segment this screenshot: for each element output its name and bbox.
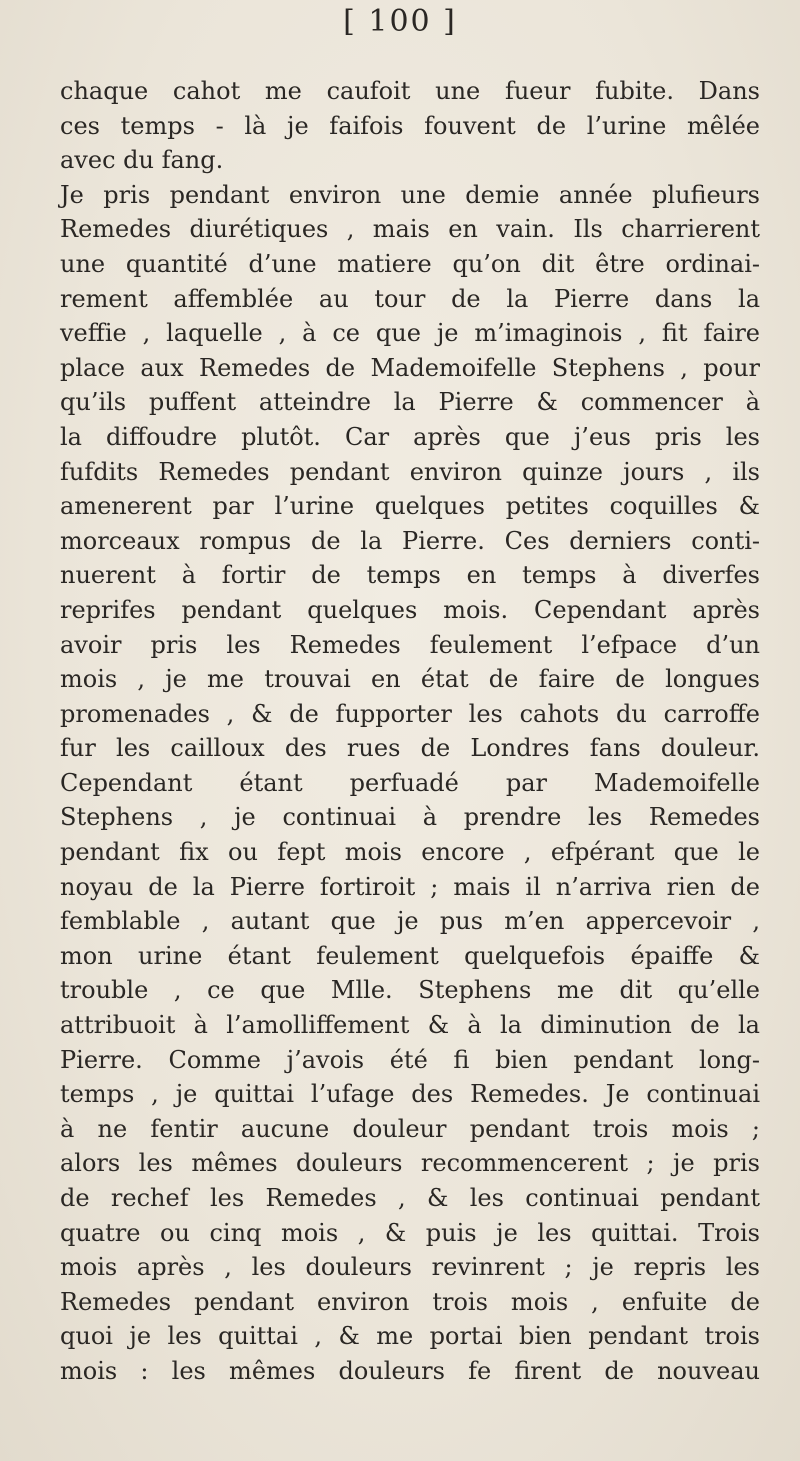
- text-line-38: mois : les mêmes douleurs fe firent de nouveau: [60, 1356, 760, 1385]
- text-line-27: trouble , ce que Mlle. Stephens me dit qu’elle: [60, 976, 760, 1005]
- text-line-18: mois , je me trouvai en état de faire de longues: [60, 665, 760, 694]
- text-line-22: Stephens , je continuai à prendre les Remedes: [60, 803, 760, 832]
- text-line-11: la diffoudre plutôt. Car après que j’eus pris les: [60, 422, 760, 451]
- text-line-2: ces temps - là je faifois fouvent de l’urine mêlée: [60, 111, 760, 140]
- text-line-26: mon urine étant feulement quelquefois épaiffe &: [60, 941, 760, 970]
- text-line-23: pendant fix ou fept mois encore , efpérant que le: [60, 838, 760, 867]
- text-line-24: noyau de la Pierre fortiroit ; mais il n’arriva rien de: [60, 872, 760, 901]
- text-line-34: quatre ou cinq mois , & puis je les quittai. Trois: [60, 1218, 760, 1247]
- text-line-30: temps , je quittai l’ufage des Remedes. Je continuai: [60, 1080, 760, 1109]
- text-line-36: Remedes pendant environ trois mois , enfuite de: [60, 1287, 760, 1316]
- text-line-1: chaque cahot me caufoit une fueur fubite. Dans: [60, 77, 760, 105]
- page-number: [ 100 ]: [343, 4, 457, 39]
- text-line-31: à ne fentir aucune douleur pendant trois mois ;: [60, 1114, 760, 1143]
- text-line-29: Pierre. Comme j’avois été fi bien pendant long-: [60, 1045, 760, 1074]
- text-line-28: attribuoit à l’amolliffement & à la diminution de la: [60, 1011, 760, 1040]
- text-line-6: une quantité d’une matiere qu’on dit être ordinai-: [60, 249, 760, 278]
- text-line-32: alors les mêmes douleurs recommencerent ; je pris: [60, 1149, 760, 1178]
- text-line-10: qu’ils puffent atteindre la Pierre & commencer à: [60, 388, 760, 417]
- text-line-35: mois après , les douleurs revinrent ; je repris les: [60, 1253, 760, 1282]
- text-line-12: fufdits Remedes pendant environ quinze jours , ils: [60, 457, 760, 486]
- text-line-21: Cependant étant perfuadé par Mademoifelle: [60, 768, 760, 797]
- text-line-33: de rechef les Remedes , & les continuai pendant: [60, 1184, 760, 1212]
- text-line-9: place aux Remedes de Mademoifelle Stephens , pour: [60, 353, 760, 382]
- text-line-16: reprifes pendant quelques mois. Cependant après: [60, 595, 760, 624]
- text-line-14: morceaux rompus de la Pierre. Ces derniers conti-: [60, 526, 760, 555]
- body-text: [60, 74, 760, 1389]
- text-line-7: rement affemblée au tour de la Pierre dans la: [60, 284, 760, 313]
- text-line-5: Remedes diurétiques , mais en vain. Ils charrierent: [60, 215, 760, 244]
- text-line-15: nuerent à fortir de temps en temps à diverfes: [60, 561, 760, 590]
- text-line-17: avoir pris les Remedes feulement l’efpace d’un: [60, 630, 760, 659]
- text-line-3: avec du fang.: [60, 146, 224, 175]
- text-line-20: fur les cailloux des rues de Londres fans douleur.: [60, 734, 760, 763]
- text-line-8: veffie , laquelle , à ce que je m’imaginois , fit faire: [60, 319, 760, 348]
- text-line-25: femblable , autant que je pus m’en appercevoir ,: [60, 907, 760, 936]
- text-line-4: Je pris pendant environ une demie année plufieurs: [60, 180, 760, 209]
- text-line-13: amenerent par l’urine quelques petites coquilles &: [60, 492, 760, 521]
- text-line-19: promenades , & de fupporter les cahots du carroffe: [60, 699, 760, 728]
- text-line-37: quoi je les quittai , & me portai bien pendant trois: [60, 1322, 760, 1351]
